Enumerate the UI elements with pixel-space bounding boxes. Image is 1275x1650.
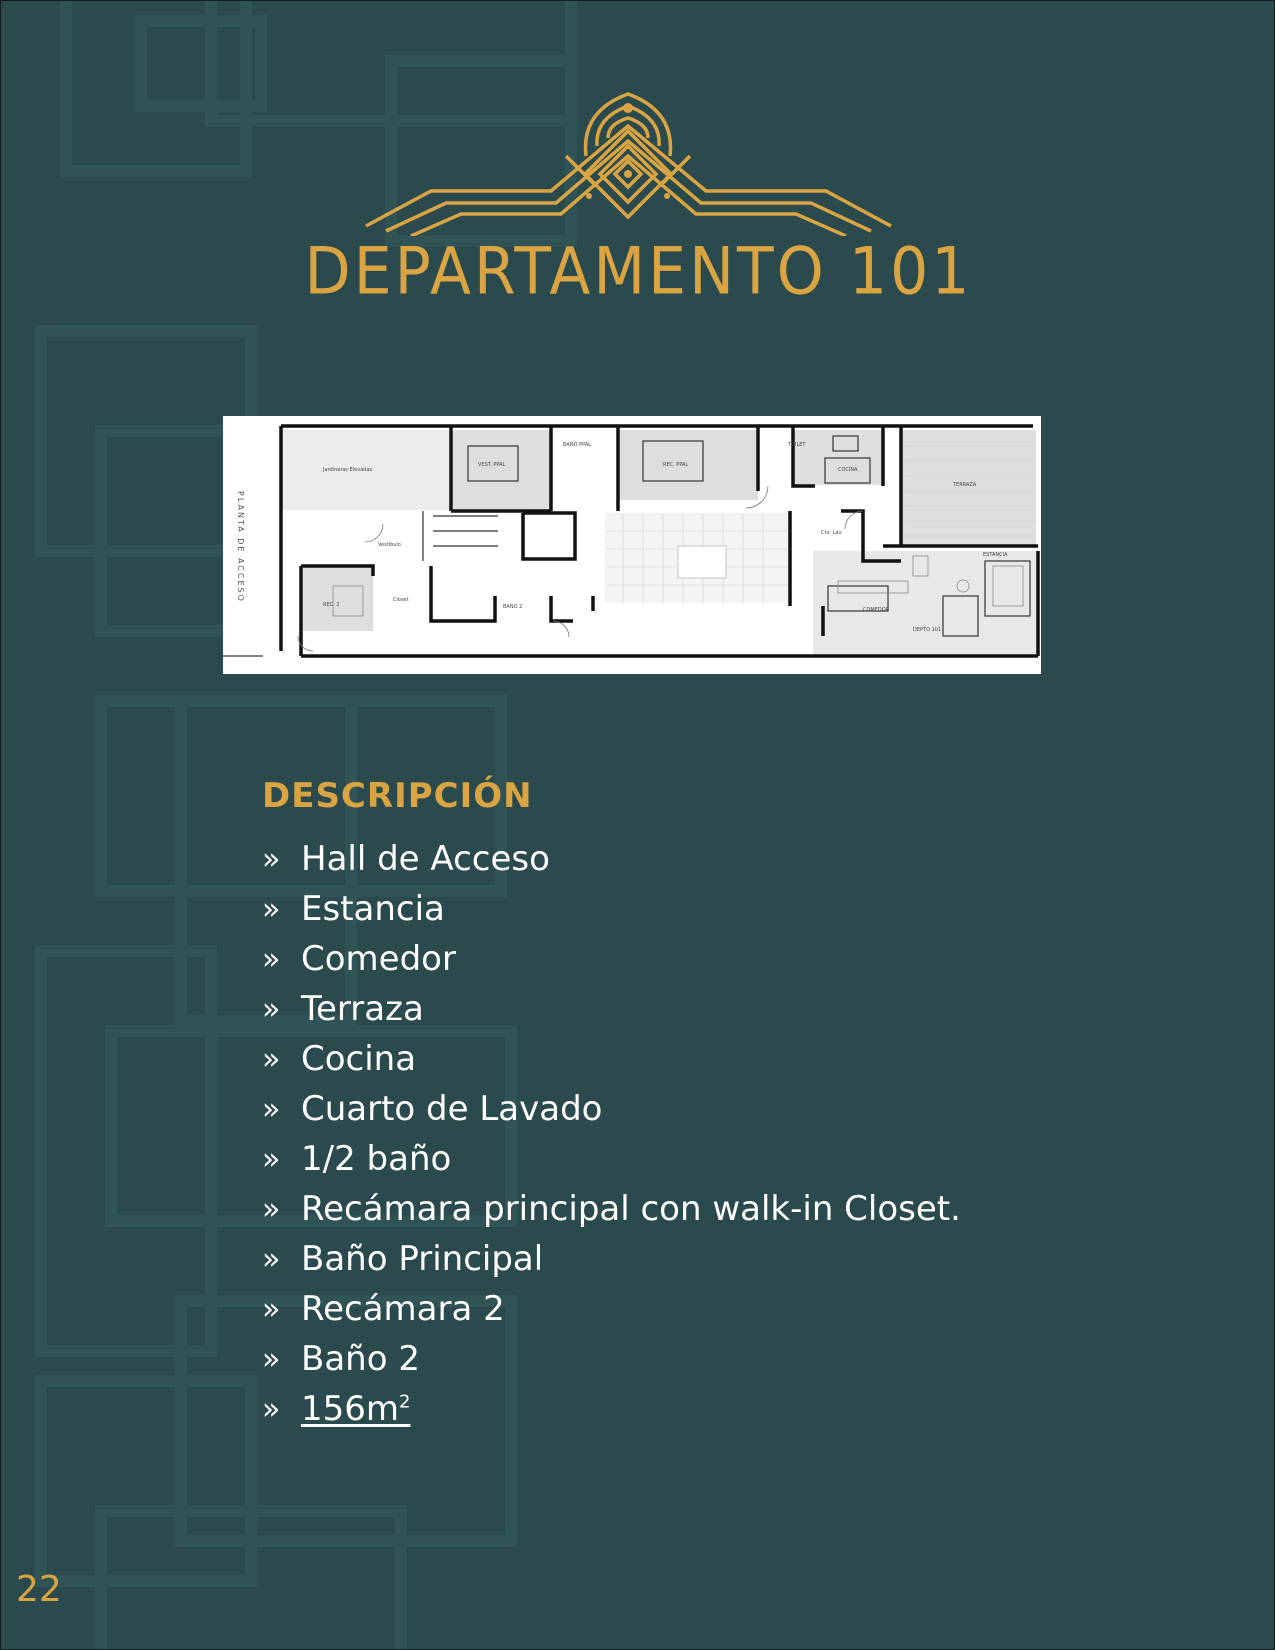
feature-text: Recámara 2	[301, 1289, 505, 1329]
feature-text: Comedor	[301, 939, 456, 979]
list-item	[262, 1234, 961, 1284]
bullet-icon: »	[262, 991, 281, 1027]
room-label-jardineras: Jardineras Elevadas	[323, 467, 373, 473]
bullet-icon: »	[262, 1391, 281, 1427]
feature-list	[262, 834, 961, 1434]
feature-text: Baño Principal	[301, 1239, 544, 1279]
list-item	[262, 1184, 961, 1234]
bullet-icon: »	[262, 1141, 281, 1177]
feature-text: Cuarto de Lavado	[301, 1089, 603, 1129]
bullet-icon: »	[262, 1041, 281, 1077]
floor-plan	[223, 416, 1041, 674]
room-label-comedor: COMEDOR	[863, 607, 890, 613]
list-item	[262, 934, 961, 984]
room-label-closet: Closet	[393, 597, 409, 603]
bullet-icon: »	[262, 1241, 281, 1277]
floor-plan-drawing	[223, 416, 1041, 674]
list-item	[262, 1134, 961, 1184]
area-value: 156m	[301, 1389, 400, 1429]
description-heading: DESCRIPCIÓN	[262, 776, 533, 816]
bullet-icon: »	[262, 941, 281, 977]
area-superscript: 2	[399, 1391, 411, 1413]
room-label-rec2: REC. 2	[323, 602, 340, 608]
list-item	[262, 1034, 961, 1084]
list-item	[262, 884, 961, 934]
area-item	[262, 1384, 961, 1434]
feature-text: Recámara principal con walk-in Closet.	[301, 1189, 961, 1229]
room-label-depto: DEPTO 101	[913, 627, 942, 633]
list-item	[262, 834, 961, 884]
bullet-icon: »	[262, 1291, 281, 1327]
room-label-rec-ppal: REC. PPAL	[663, 462, 689, 468]
bullet-icon: »	[262, 1091, 281, 1127]
feature-text: Baño 2	[301, 1339, 420, 1379]
page-title: DEPARTAMENTO 101	[304, 234, 973, 310]
room-label-cto-lav: Cto. Lav.	[821, 530, 843, 536]
room-label-bano-ppal: BAÑO PPAL	[563, 442, 592, 448]
room-label-bano2: BAÑO 2	[503, 604, 523, 610]
room-label-vestibulo: Vestíbulo	[378, 542, 401, 548]
bullet-icon: »	[262, 1341, 281, 1377]
feature-text: Cocina	[301, 1039, 417, 1079]
bullet-icon: »	[262, 891, 281, 927]
list-item	[262, 1334, 961, 1384]
list-item	[262, 1284, 961, 1334]
floorplan-side-label: PLANTA DE ACCESO	[236, 491, 245, 603]
feature-text: 1/2 baño	[301, 1139, 452, 1179]
feature-text: Estancia	[301, 889, 445, 929]
room-label-toilet: TOILET	[788, 442, 806, 448]
room-label-terraza: TERRAZA	[953, 482, 977, 488]
room-label-cocina: COCINA	[838, 467, 858, 473]
bullet-icon: »	[262, 841, 281, 877]
list-item	[262, 984, 961, 1034]
feature-text: Hall de Acceso	[301, 839, 550, 879]
feature-text: Terraza	[301, 989, 424, 1029]
bullet-icon: »	[262, 1191, 281, 1227]
area-value-wrap	[301, 1389, 410, 1429]
art-deco-ornament-icon	[361, 86, 896, 236]
page-number: 22	[16, 1569, 62, 1610]
list-item	[262, 1084, 961, 1134]
room-label-estancia: ESTANCIA	[983, 552, 1008, 558]
room-label-vest-ppal: VEST. PPAL	[478, 462, 506, 468]
